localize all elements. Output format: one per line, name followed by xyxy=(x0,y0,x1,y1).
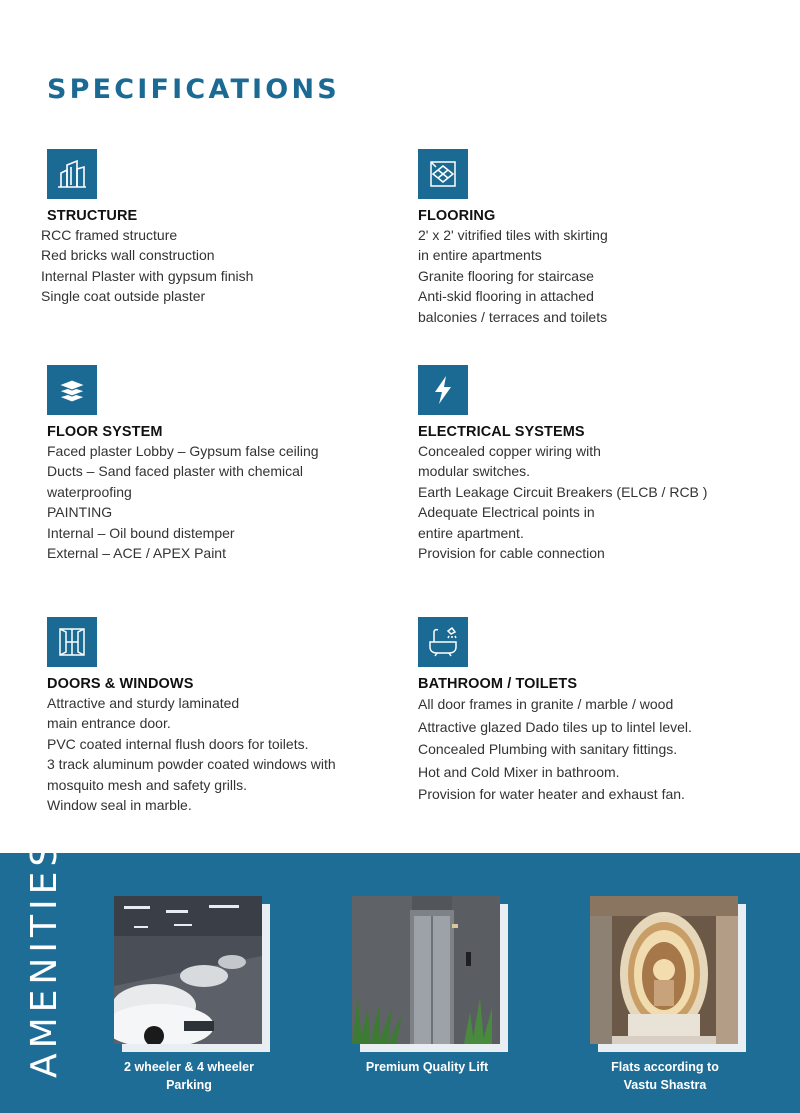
section-heading: ELECTRICAL SYSTEMS xyxy=(418,424,585,440)
spec-line: Provision for water heater and exhaust fan. xyxy=(418,786,685,802)
spec-structure xyxy=(41,149,387,307)
spec-line: Internal Plaster with gypsum finish xyxy=(41,267,254,284)
spec-floor-system xyxy=(47,365,387,563)
bathtub-icon xyxy=(418,617,468,667)
caption-line: 2 wheeler & 4 wheeler xyxy=(124,1060,254,1074)
lightning-icon xyxy=(418,365,468,415)
spec-line: Concealed Plumbing with sanitary fittings. xyxy=(418,741,678,757)
spec-line: Earth Leakage Circuit Breakers (ELCB / RCB ) xyxy=(418,483,708,500)
spec-line: Ducts – Sand faced plaster with chemical xyxy=(47,463,304,480)
amenity-caption xyxy=(322,1058,532,1076)
spec-line: Red bricks wall construction xyxy=(41,247,215,264)
lift-photo xyxy=(352,896,500,1044)
spec-line: PAINTING xyxy=(47,504,113,521)
spec-line: Adequate Electrical points in xyxy=(418,504,595,521)
spec-line: modular switches. xyxy=(418,463,531,480)
spec-line: 2' x 2' vitrified tiles with skirting xyxy=(418,227,608,243)
page-title: SPECIFICATIONS xyxy=(47,74,340,105)
spec-line: waterproofing xyxy=(47,483,132,500)
amenity-caption xyxy=(84,1058,294,1094)
section-heading: STRUCTURE xyxy=(47,208,138,224)
caption-line: Flats according to xyxy=(611,1060,719,1074)
section-heading: FLOOR SYSTEM xyxy=(47,424,163,440)
caption-line: Premium Quality Lift xyxy=(365,1060,489,1074)
section-heading: FLOORING xyxy=(418,208,496,224)
building-icon xyxy=(47,149,97,199)
spec-line: All door frames in granite / marble / wood xyxy=(418,696,674,712)
spec-line: Single coat outside plaster xyxy=(41,288,206,305)
spec-line: Faced plaster Lobby – Gypsum false ceiling xyxy=(47,443,319,459)
spec-line: 3 track aluminum powder coated windows with xyxy=(47,756,336,773)
spec-line: in entire apartments xyxy=(418,247,542,264)
caption-line: Vastu Shastra xyxy=(623,1078,707,1092)
spec-line: External – ACE / APEX Paint xyxy=(47,545,226,562)
spec-line: Granite flooring for staircase xyxy=(418,267,594,284)
spec-doors-windows xyxy=(47,617,387,815)
floor-tiles-icon xyxy=(418,149,468,199)
spec-line: Provision for cable connection xyxy=(418,545,605,562)
layers-icon xyxy=(47,365,97,415)
spec-line: Attractive and sturdy laminated xyxy=(47,695,240,711)
amenity-caption xyxy=(560,1058,770,1094)
spec-line: main entrance door. xyxy=(47,715,171,732)
spec-line: Attractive glazed Dado tiles up to lintel level. xyxy=(418,718,692,735)
section-heading: DOORS & WINDOWS xyxy=(47,676,194,692)
spec-line: Concealed copper wiring with xyxy=(418,443,601,459)
spec-bathroom xyxy=(418,617,758,806)
amenities-title: AMENITIES xyxy=(24,838,65,1078)
window-icon xyxy=(47,617,97,667)
spec-line: Hot and Cold Mixer in bathroom. xyxy=(418,763,620,780)
spec-line: entire apartment. xyxy=(418,524,524,541)
spec-line: Internal – Oil bound distemper xyxy=(47,524,235,541)
spec-line: RCC framed structure xyxy=(41,227,178,243)
spec-line: PVC coated internal flush doors for toilets. xyxy=(47,735,309,752)
spec-line: Window seal in marble. xyxy=(47,797,192,814)
spec-electrical xyxy=(418,365,758,563)
parking-photo xyxy=(114,896,262,1044)
vastu-photo xyxy=(590,896,738,1044)
spec-line: mosquito mesh and safety grills. xyxy=(47,776,247,793)
spec-line: Anti-skid flooring in attached xyxy=(418,288,594,305)
caption-line: Parking xyxy=(166,1078,212,1092)
spec-flooring xyxy=(418,149,758,327)
spec-line: balconies / terraces and toilets xyxy=(418,308,608,325)
section-heading: BATHROOM / TOILETS xyxy=(418,676,578,692)
